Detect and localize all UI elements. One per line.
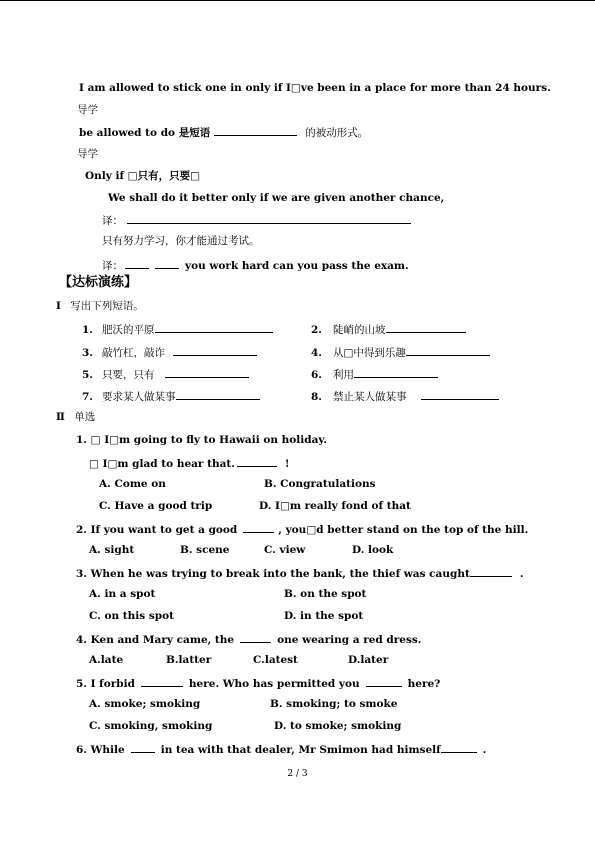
item-num: 2. xyxy=(311,324,322,336)
item-num: 3. xyxy=(82,347,93,359)
phrase-item xyxy=(311,366,438,382)
q3-text-a: 3. When he was trying to break into the bank, the thief was caught xyxy=(76,568,470,580)
question-6 xyxy=(76,741,486,757)
phrase-item xyxy=(82,321,273,337)
option-d[interactable]: D. I□m really fond of that xyxy=(259,500,411,512)
answer-blank[interactable] xyxy=(354,366,438,378)
answer-blank[interactable] xyxy=(240,631,271,643)
answer-blank[interactable] xyxy=(237,455,277,467)
example-sentence: I am allowed to stick one in only if I□ve been in a place for more than 24 hours. xyxy=(79,82,551,94)
item-num: 4. xyxy=(311,347,322,359)
subtitle-num: I xyxy=(56,300,61,312)
answer-blank[interactable] xyxy=(127,212,411,224)
option-c[interactable]: C. smoking, smoking xyxy=(89,720,213,732)
answer-blank[interactable] xyxy=(366,675,402,687)
answer-blank[interactable] xyxy=(386,321,466,333)
option-a[interactable]: A.late xyxy=(89,654,124,666)
q6-text-a: 6. While xyxy=(76,744,125,756)
item-text: 利用 xyxy=(333,369,354,381)
q5-text-b: here. Who has permitted you xyxy=(188,678,360,690)
phrase-item xyxy=(82,388,260,404)
section-subtitle xyxy=(56,299,144,313)
item-num: 1. xyxy=(82,324,93,336)
q1-text: □ I□m glad to hear that. xyxy=(89,458,235,470)
answer-blank[interactable] xyxy=(155,321,273,333)
q6-text-c: . xyxy=(482,744,487,756)
question-2 xyxy=(76,521,528,537)
q6-text-b: in tea with that dealer, Mr Smimon had himself xyxy=(160,744,441,756)
guide-label: 导学 xyxy=(77,104,98,116)
answer-blank[interactable] xyxy=(141,675,183,687)
phrase-note-b: 的被动形式。 xyxy=(305,127,369,139)
section-title: 单选 xyxy=(74,411,96,423)
question-4 xyxy=(76,631,421,647)
q5-text-c: here? xyxy=(407,678,441,690)
question-5 xyxy=(76,675,440,691)
option-b[interactable]: B.latter xyxy=(166,654,212,666)
answer-blank[interactable] xyxy=(155,257,179,269)
section-2-title xyxy=(56,410,95,424)
item-text: 禁止某人做某事 xyxy=(333,391,407,403)
translation-line xyxy=(102,212,411,228)
phrase-note xyxy=(79,124,368,140)
item-text: 只要，只有 xyxy=(102,369,155,381)
item-num: 7. xyxy=(82,391,93,403)
chinese-sentence: 只有努力学习，你才能通过考试。 xyxy=(102,235,260,247)
phrase-item xyxy=(311,388,499,404)
item-text: 敲竹杠，敲诈 xyxy=(102,347,165,359)
q1-end: ! xyxy=(284,458,290,470)
phrase-item xyxy=(82,366,249,382)
answer-blank[interactable] xyxy=(441,741,477,753)
option-d[interactable]: D. look xyxy=(352,544,394,556)
option-b[interactable]: B. scene xyxy=(180,544,230,556)
item-text: 陡峭的山坡 xyxy=(333,324,386,336)
q3-text-b: . xyxy=(519,568,524,580)
q4-text-a: 4. Ken and Mary came, the xyxy=(76,634,235,646)
phrase-note-a: be allowed to do 是短语 xyxy=(79,127,211,139)
q2-text-a: 2. If you want to get a good xyxy=(76,524,238,536)
answer-blank[interactable] xyxy=(406,344,490,356)
answer-blank[interactable] xyxy=(470,565,512,577)
option-a[interactable]: A. smoke; smoking xyxy=(89,698,201,710)
item-text: 要求某人做某事 xyxy=(102,391,176,403)
question-1-line2 xyxy=(89,455,290,471)
option-d[interactable]: D. in the spot xyxy=(284,610,364,622)
option-a[interactable]: A. sight xyxy=(89,544,135,556)
option-b[interactable]: B. on the spot xyxy=(284,588,367,600)
answer-blank[interactable] xyxy=(214,124,297,136)
option-d[interactable]: D. to smoke; smoking xyxy=(274,720,402,732)
phrase-item xyxy=(311,344,490,360)
q4-text-b: one wearing a red dress. xyxy=(277,634,422,646)
question-3 xyxy=(76,565,523,581)
item-text: 肥沃的平原 xyxy=(102,324,155,336)
item-num: 5. xyxy=(82,369,93,381)
translation-label: 译： xyxy=(102,215,123,227)
option-c[interactable]: C. Have a good trip xyxy=(99,500,213,512)
question-1-line1: 1. □ I□m going to fly to Hawaii on holiday. xyxy=(76,434,327,446)
subtitle-text: 写出下列短语。 xyxy=(70,300,144,312)
item-num: 8. xyxy=(311,391,322,403)
answer-blank[interactable] xyxy=(131,741,155,753)
answer-blank[interactable] xyxy=(176,388,260,400)
option-b[interactable]: B. smoking; to smoke xyxy=(270,698,398,710)
only-if-note: Only if □只有，只要□ xyxy=(85,170,201,182)
example-only-if: We shall do it better only if we are given another chance, xyxy=(108,192,445,204)
option-a[interactable]: A. in a spot xyxy=(89,588,156,600)
option-c[interactable]: C.latest xyxy=(253,654,298,666)
section-num: Ⅱ xyxy=(56,411,65,423)
option-c[interactable]: C. view xyxy=(264,544,306,556)
answer-blank[interactable] xyxy=(243,521,274,533)
top-rule xyxy=(0,0,595,1)
page-number: 2 / 3 xyxy=(287,769,308,779)
guide-label: 导学 xyxy=(77,148,98,160)
option-d[interactable]: D.later xyxy=(348,654,389,666)
option-a[interactable]: A. Come on xyxy=(99,478,166,490)
q5-text-a: 5. I forbid xyxy=(76,678,135,690)
option-c[interactable]: C. on this spot xyxy=(89,610,174,622)
answer-blank[interactable] xyxy=(165,366,249,378)
phrase-item xyxy=(82,344,257,360)
answer-blank[interactable] xyxy=(173,344,257,356)
answer-blank[interactable] xyxy=(421,388,499,400)
q2-text-b: , you□d better stand on the top of the hill. xyxy=(278,524,529,536)
section-title: 【达标演练】 xyxy=(59,275,138,290)
translation-tail: you work hard can you pass the exam. xyxy=(185,260,409,272)
translation-line-2 xyxy=(102,257,409,273)
phrase-item xyxy=(311,321,466,337)
item-text: 从□中得到乐趣 xyxy=(333,347,406,359)
answer-blank[interactable] xyxy=(125,257,149,269)
item-num: 6. xyxy=(311,369,322,381)
option-b[interactable]: B. Congratulations xyxy=(264,478,376,490)
translation-label: 译： xyxy=(102,260,123,272)
